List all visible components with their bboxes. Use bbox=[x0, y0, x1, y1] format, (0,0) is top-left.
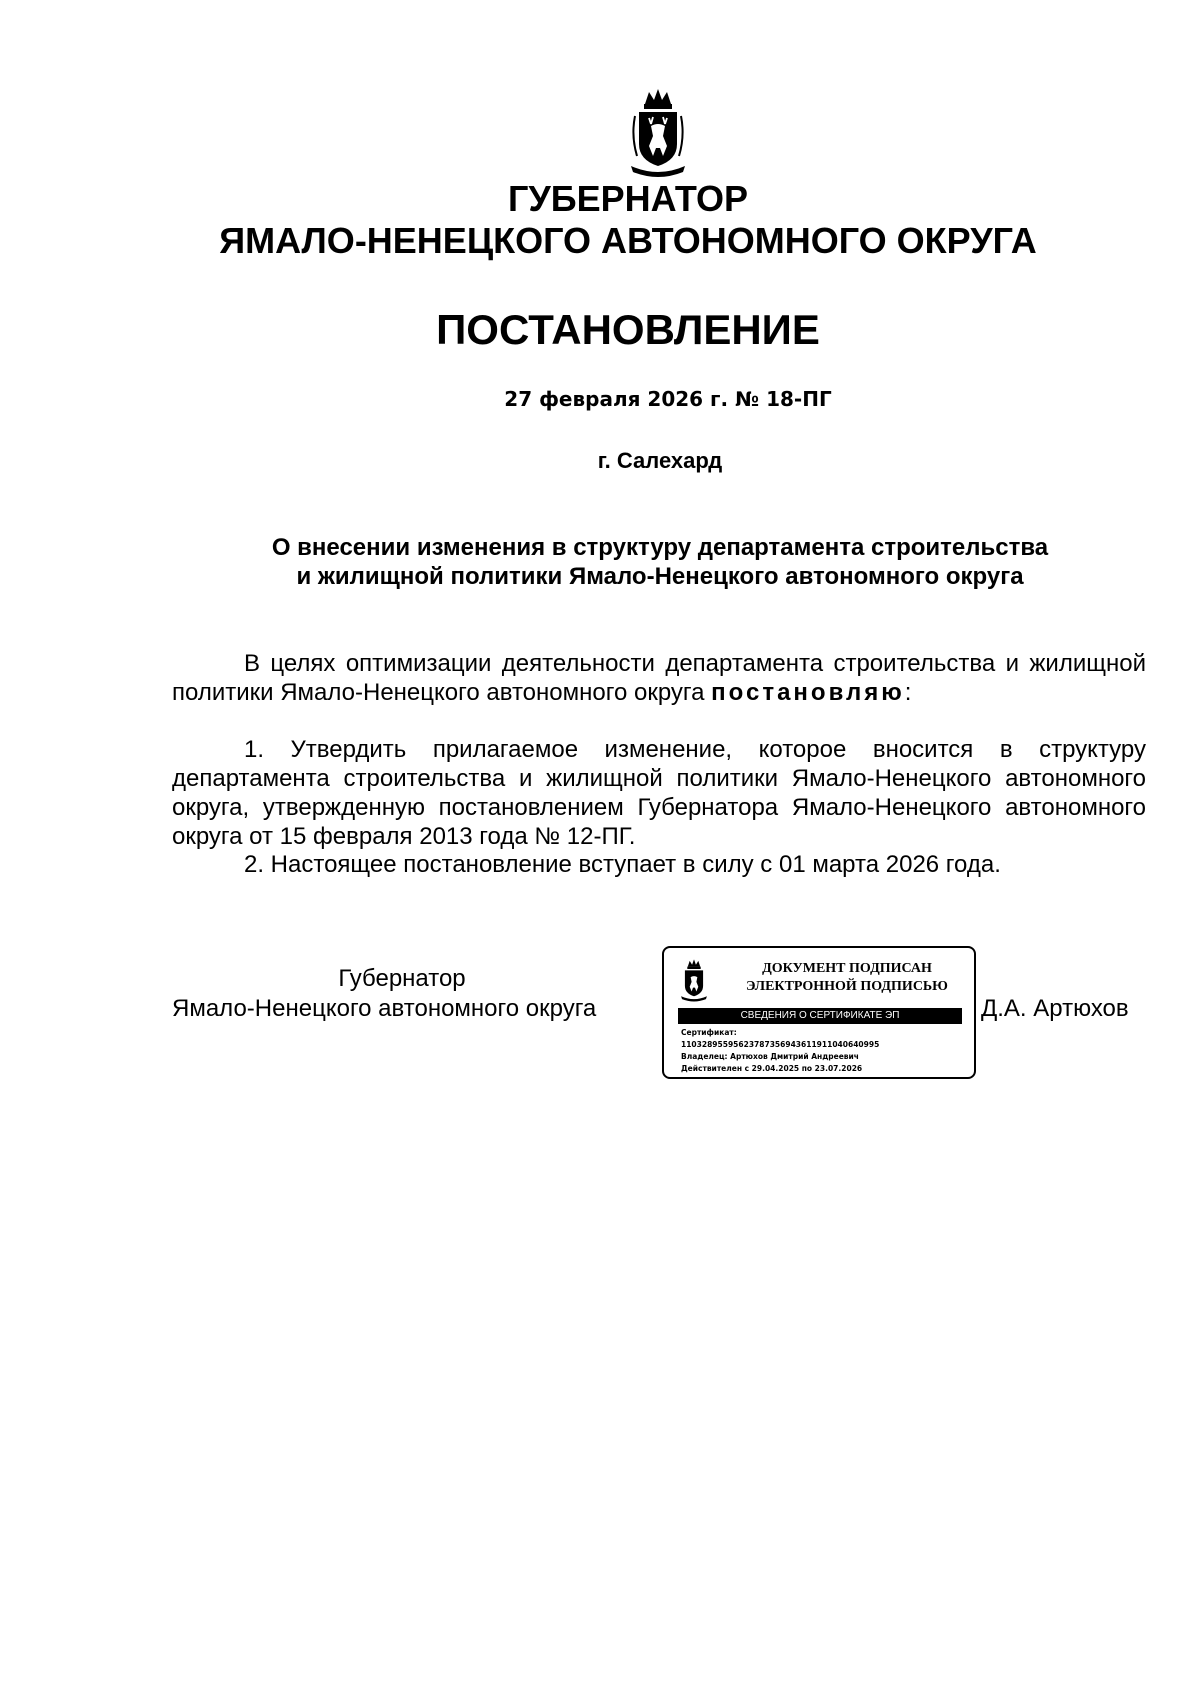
stamp-title-line-1: ДОКУМЕНТ ПОДПИСАН bbox=[762, 961, 932, 976]
preamble-text: В целях оптимизации деятельности департамента строительства и жилищной политики Ямало-Ненецкого автономного округа bbox=[172, 650, 1146, 706]
position-line-1: Губернатор bbox=[338, 965, 466, 992]
document-subject bbox=[60, 533, 1200, 591]
stamp-validity: Действителен с 29.04.2025 по 23.07.2026 bbox=[681, 1064, 863, 1073]
stamp-certificate-bar: СВЕДЕНИЯ О СЕРТИФИКАТЕ ЭП bbox=[678, 1008, 962, 1024]
stamp-cert-label: Сертификат: bbox=[681, 1028, 737, 1037]
position-line-2: Ямало-Ненецкого автономного округа bbox=[172, 995, 597, 1022]
subject-line-2: и жилищной политики Ямало-Ненецкого автономного округа bbox=[296, 563, 1024, 590]
item-2-paragraph: 2. Настоящее постановление вступает в силу с 01 марта 2026 года. bbox=[244, 851, 1001, 878]
stamp-owner: Владелец: Артюхов Дмитрий Андреевич bbox=[681, 1052, 859, 1061]
document-type: ПОСТАНОВЛЕНИЕ bbox=[436, 306, 820, 353]
preamble-end: : bbox=[904, 679, 912, 706]
signatory-name: Д.А. Артюхов bbox=[981, 995, 1129, 1022]
stamp-title bbox=[722, 960, 972, 996]
stamp-coat-of-arms-icon bbox=[679, 958, 709, 1002]
document-city: г. Салехард bbox=[597, 448, 723, 473]
document-date-number: 27 февраля 2026 г. № 18-ПГ bbox=[504, 387, 832, 411]
item-1-paragraph: 1. Утвердить прилагаемое изменение, которое вносится в структуру департамента строительства и жилищной политики Ямало-Ненецкого автономного округа, утвержденную постановлением Губернатора Ямало-Ненецкого автономного округа от 15 февраля 2013 года № 12-ПГ. bbox=[172, 736, 1146, 850]
preamble-paragraph bbox=[172, 649, 1146, 707]
stamp-cert-number: 11032895595623787356943611911040640995 bbox=[681, 1040, 880, 1049]
stamp-certificate-info bbox=[681, 1027, 971, 1075]
electronic-signature-stamp bbox=[662, 946, 976, 1079]
coat-of-arms-icon bbox=[627, 86, 689, 178]
authority-line-2: ЯМАЛО-НЕНЕЦКОГО АВТОНОМНОГО ОКРУГА bbox=[219, 220, 1037, 261]
preamble-keyword: постановляю bbox=[711, 679, 905, 706]
signatory-position bbox=[172, 964, 642, 1024]
authority-line-1: ГУБЕРНАТОР bbox=[507, 178, 748, 219]
issuing-authority bbox=[28, 178, 1200, 262]
stamp-title-line-2: ЭЛЕКТРОННОЙ ПОДПИСЬЮ bbox=[746, 979, 948, 994]
subject-line-1: О внесении изменения в структуру департамента строительства bbox=[271, 534, 1049, 561]
